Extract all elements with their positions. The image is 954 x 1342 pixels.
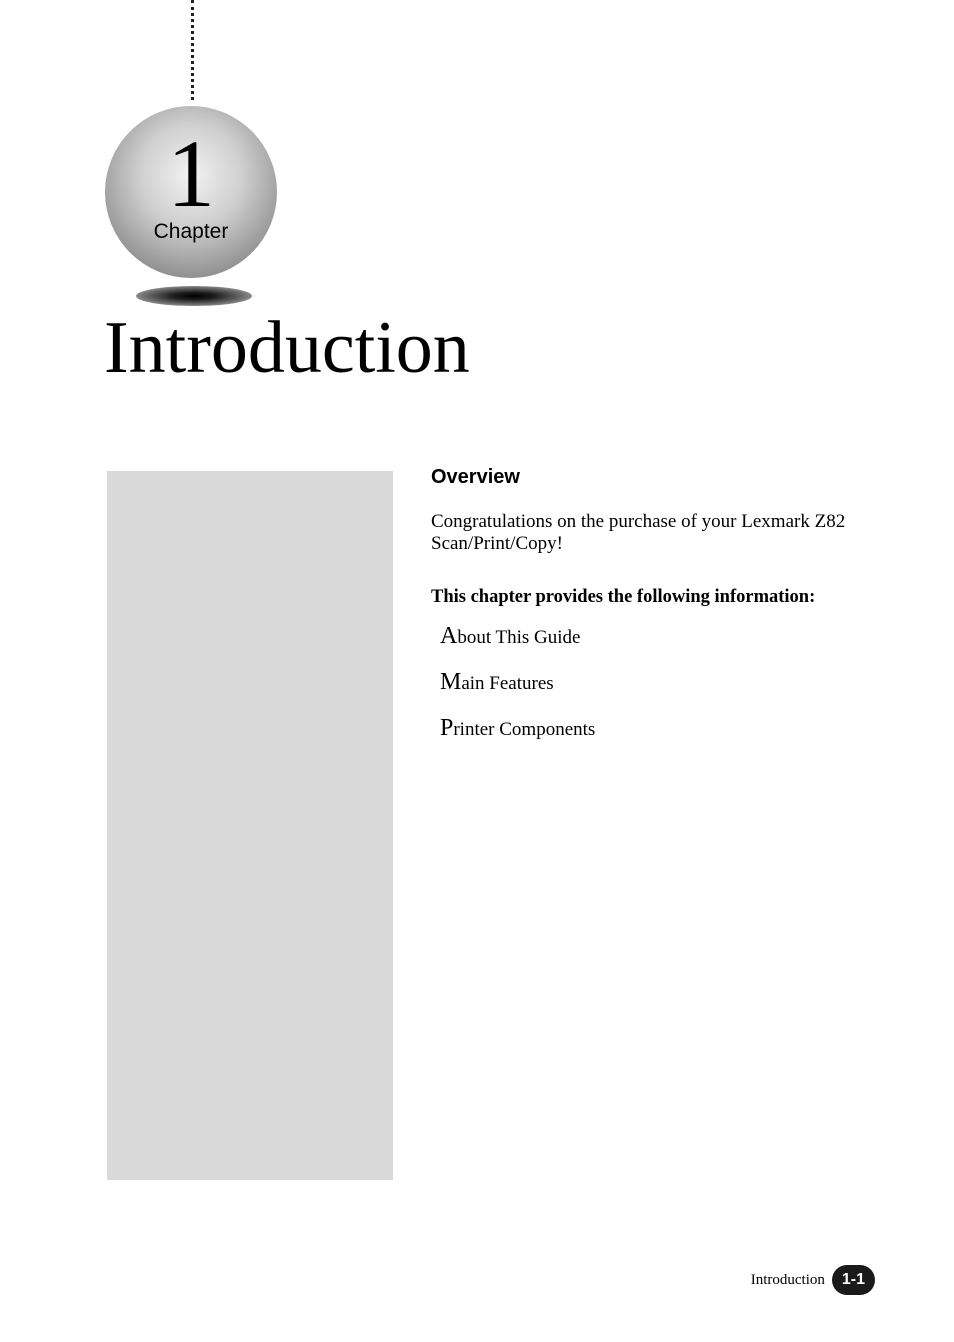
topic-initial: A — [440, 623, 458, 649]
page-number-badge: 1-1 — [832, 1265, 875, 1295]
sidebar-panel — [107, 471, 393, 1180]
topic-item-printer-components[interactable] — [440, 713, 901, 745]
page-title: Introduction — [104, 307, 470, 389]
overview-heading: Overview — [431, 466, 520, 488]
chapter-badge — [105, 106, 277, 278]
intro-paragraph: Congratulations on the purchase of your Lexmark Z82 Scan/Print/Copy! — [431, 511, 846, 554]
topic-item-main-features[interactable] — [440, 667, 901, 699]
topic-item-about-this-guide[interactable] — [440, 621, 901, 653]
chapter-label: Chapter — [153, 220, 229, 243]
topic-list — [431, 621, 901, 745]
topic-text: ain Features — [461, 673, 554, 694]
topic-initial: M — [440, 669, 462, 695]
chapter-dotted-line — [191, 0, 194, 100]
chapter-number: 1 — [167, 120, 215, 227]
page-footer — [751, 1265, 875, 1295]
topic-text: bout This Guide — [457, 627, 581, 648]
info-heading: This chapter provides the following information: — [431, 587, 816, 607]
footer-section-label: Introduction — [750, 1271, 825, 1288]
topic-initial: P — [440, 715, 454, 741]
topic-text: rinter Components — [453, 719, 596, 740]
overview-section — [431, 462, 901, 759]
